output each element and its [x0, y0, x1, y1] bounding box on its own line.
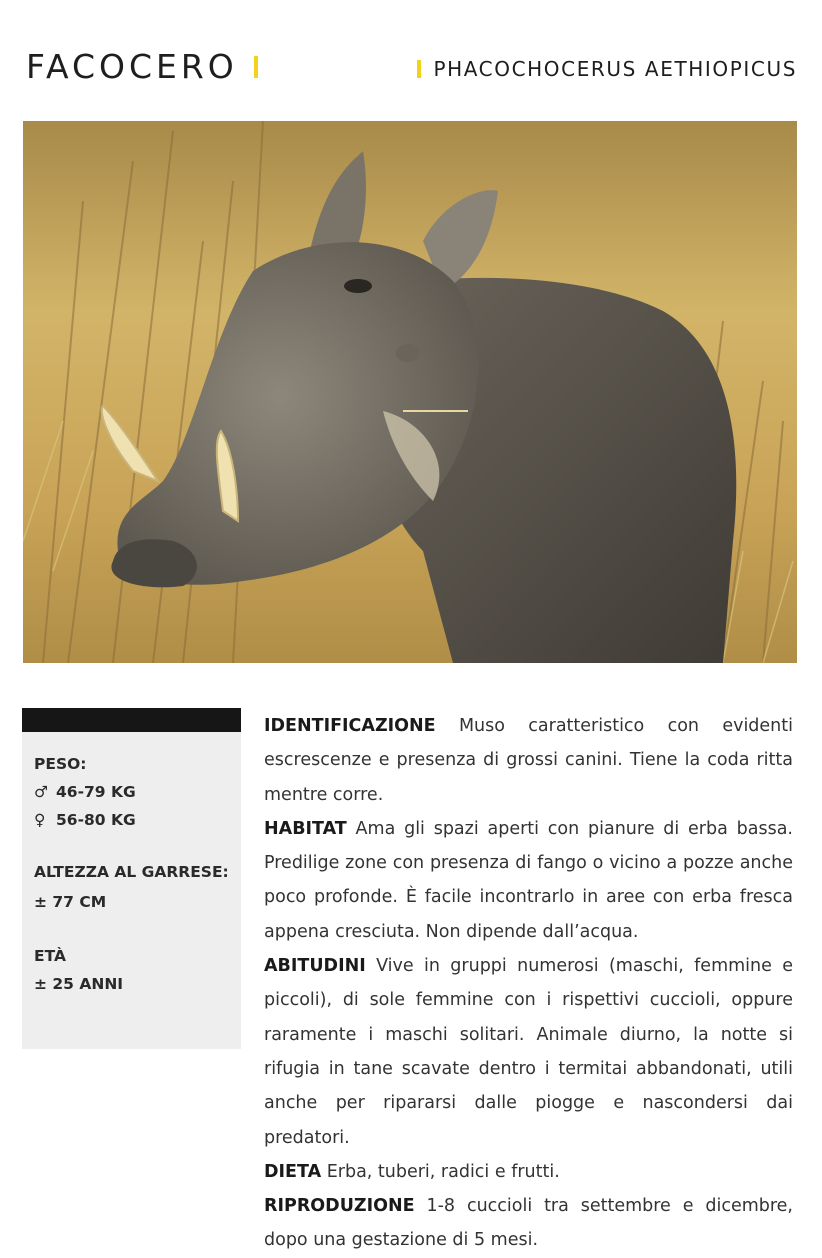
stats-panel	[22, 708, 241, 1049]
section-label: DIETA	[264, 1161, 322, 1182]
female-symbol-icon: ♀	[34, 811, 46, 829]
section-text: Ama gli spazi aperti con pianure di erba bassa. Predilige zone con presenza di fango o vicino a pozze anche poco profonde. È facile incontrarlo in aree con erba fresca appena cresciuta. Non dipende dall’acqua.	[264, 818, 793, 942]
section-text: Erba, tuberi, radici e frutti.	[326, 1161, 560, 1182]
stats-panel-header-bar	[22, 708, 241, 732]
section-label: RIPRODUZIONE	[264, 1196, 415, 1217]
section-dieta	[264, 1155, 793, 1189]
scientific-name: PHACOCHOCERUS AETHIOPICUS	[433, 57, 797, 81]
height-value: ± 77 CM	[34, 893, 107, 911]
description-text	[264, 709, 793, 1258]
warthog-photo	[23, 121, 797, 663]
section-identificazione	[264, 709, 793, 812]
section-abitudini	[264, 949, 793, 1155]
age-value: ± 25 ANNI	[34, 975, 124, 993]
female-weight: 56-80 KG	[56, 811, 136, 829]
weight-stats	[34, 750, 136, 834]
section-label: IDENTIFICAZIONE	[264, 716, 436, 736]
section-riproduzione	[264, 1189, 793, 1258]
section-label: ABITUDINI	[264, 956, 366, 977]
section-text: Muso caratteristico con evidenti escrescenze e presenza di grossi canini. Tiene la coda ritta mentre corre.	[264, 716, 793, 805]
female-weight-row	[34, 806, 136, 834]
accent-bar	[417, 60, 421, 78]
male-weight-row	[34, 778, 136, 806]
section-habitat	[264, 812, 793, 949]
scientific-name-heading	[417, 59, 797, 79]
male-symbol-icon: ♂	[34, 783, 48, 801]
height-label: ALTEZZA AL GARRESE:	[34, 863, 229, 881]
age-label: ETÀ	[34, 947, 66, 965]
male-weight: 46-79 KG	[56, 783, 136, 801]
section-text: 1-8 cuccioli tra settembre e dicembre, dopo una gestazione di 5 mesi.	[264, 1196, 793, 1251]
common-name: FACOCERO	[26, 47, 238, 86]
age-stats	[34, 942, 123, 998]
height-stats	[34, 858, 229, 916]
page-title	[26, 47, 258, 86]
section-label: HABITAT	[264, 818, 347, 839]
weight-label: PESO:	[34, 755, 87, 773]
accent-bar	[254, 56, 258, 78]
section-text: Vive in gruppi numerosi (maschi, femmine e piccoli), di sole femmine con i rispettivi cuccioli, oppure raramente i maschi solitari. Animale diurno, la notte si rifugia in tane scavate dentro i termitai abbandonati, utili anche per ripararsi dalle piogge e nascondersi dai predatori.	[264, 956, 793, 1148]
